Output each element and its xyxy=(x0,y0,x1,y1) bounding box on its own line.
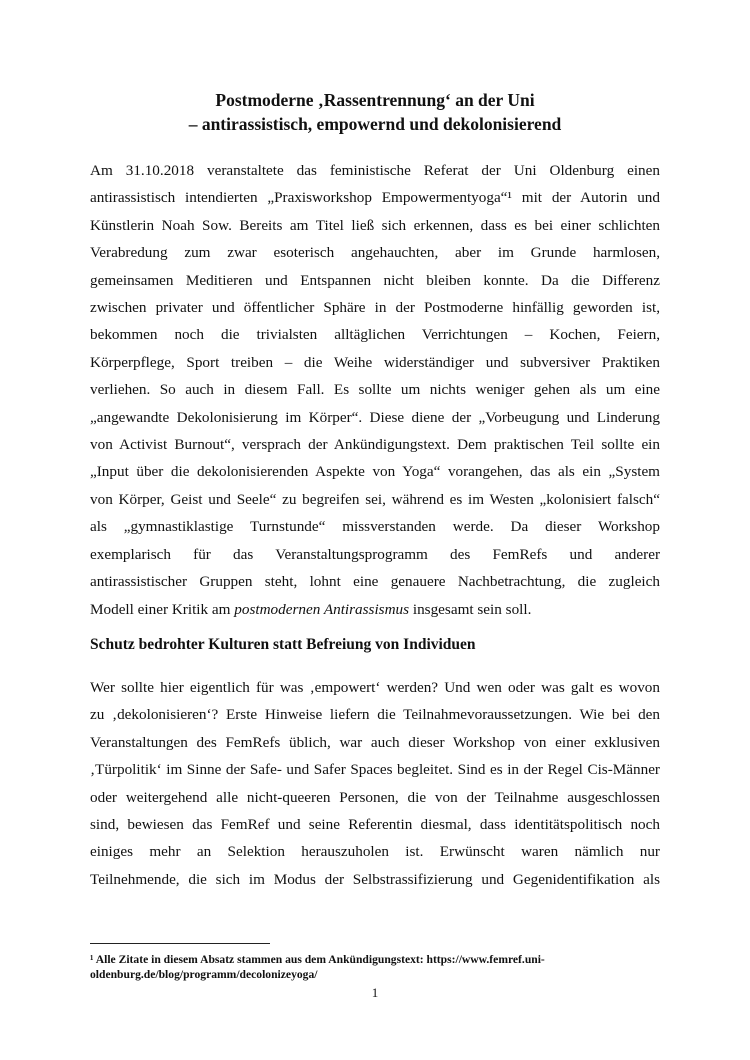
paragraph-line: „angewandte Dekolonisierung im Körper“. Diese diene der „Vorbeugung und Linderung xyxy=(90,408,660,426)
section-heading: Schutz bedrohter Kulturen statt Befreiung von Individuen xyxy=(90,636,476,653)
paragraph-line: bekommen noch die trivialsten alltäglichen Verrichtungen – Kochen, Feiern, xyxy=(90,326,660,344)
paragraph-line: Teilnehmende, die sich im Modus der Selbstrassifizierung und Gegenidentifikation als xyxy=(90,870,660,888)
body-paragraph xyxy=(90,674,660,893)
paragraph-line: oder weitergehend alle nicht-queeren Personen, die von der Teilnahme ausgeschlossen xyxy=(90,788,660,806)
paragraph-line: Wer sollte hier eigentlich für was ‚empowert‘ werden? Und wen oder was galt es wovon xyxy=(90,679,660,696)
paragraph-line: einiges mehr an Selektion herauszuholen ist. Erwünscht waren nämlich nur xyxy=(90,843,660,861)
paragraph-line: antirassistisch intendierten „Praxisworkshop Empowermentyoga“¹ mit der Autorin und xyxy=(90,189,660,207)
title-line-1: Postmoderne ‚Rassentrennung‘ an der Uni xyxy=(215,90,535,110)
paragraph-line: Veranstaltungen des FemRefs üblich, war auch dieser Workshop von einer exklusiven xyxy=(90,733,660,751)
paragraph-line: „Input über die dekolonisierenden Aspekte von Yoga“ vorangehen, das als ein „System xyxy=(90,463,660,481)
intro-paragraph xyxy=(90,157,660,623)
paragraph-line: von Activist Burnout“, versprach der Ankündigungstext. Dem praktischen Teil sollte ein xyxy=(90,436,660,454)
paragraph-line: exemplarisch für das Veranstaltungsprogramm des FemRefs und anderer xyxy=(90,545,660,563)
paragraph-line: sind, bewiesen das FemRef und seine Referentin diesmal, dass identitätspolitisch noch xyxy=(90,816,660,834)
paragraph-line: antirassistischer Gruppen steht, lohnt eine genauere Nachbetrachtung, die zugleich xyxy=(90,573,660,591)
last-line-text: insgesamt sein soll. xyxy=(409,600,532,618)
footnote-separator xyxy=(90,943,270,944)
emphasized-term: postmodernen Antirassismus xyxy=(234,600,410,618)
paragraph-line: zwischen privater und öffentlicher Sphäre in der Postmoderne hinfällig geworden ist, xyxy=(90,299,660,317)
paragraph-line: Am 31.10.2018 veranstaltete das feministische Referat der Uni Oldenburg einen xyxy=(90,162,660,179)
document-title xyxy=(90,88,660,136)
footnote xyxy=(90,952,660,982)
paragraph-line: verliehen. So auch in diesem Fall. Es sollte um nichts weniger gehen als um eine xyxy=(90,381,660,399)
paragraph-line: Künstlerin Noah Sow. Bereits am Titel ließ sich erkennen, dass es bei einer schlichten xyxy=(90,216,660,234)
paragraph-line: als „gymnastiklastige Turnstunde“ missverstanden werde. Da dieser Workshop xyxy=(90,518,660,536)
paragraph-last-line xyxy=(90,596,660,623)
title-line-2: – antirassistisch, empowernd und dekolonisierend xyxy=(188,114,562,134)
paragraph-line: ‚Türpolitik‘ im Sinne der Safe- und Safer Spaces begleitet. Sind es in der Regel Cis-Männer xyxy=(90,761,660,779)
page-number: 1 xyxy=(371,985,379,1000)
last-line-text: Modell einer Kritik am xyxy=(90,600,235,618)
paragraph-line: zu ‚dekolonisieren‘? Erste Hinweise liefern die Teilnahmevoraussetzungen. Wie bei den xyxy=(90,706,660,724)
footnote-line: ¹ Alle Zitate in diesem Absatz stammen aus dem Ankündigungstext: https://www.femref.uni- xyxy=(90,953,545,966)
paragraph-line: Verabredung zum zwar esoterisch angehauchten, aber im Grunde harmlosen, xyxy=(90,244,660,262)
footnote-line: oldenburg.de/blog/programm/decolonizeyoga/ xyxy=(90,968,318,981)
paragraph-line: von Körper, Geist und Seele“ zu begreifen sei, während es im Westen „kolonisiert falsch“ xyxy=(90,490,660,508)
paragraph-line: Körperpflege, Sport treiben – die Weihe widerständiger und subversiver Praktiken xyxy=(90,353,660,371)
paragraph-line: gemeinsamen Meditieren und Entspannen nicht bleiben konnte. Da die Differenz xyxy=(90,271,660,289)
